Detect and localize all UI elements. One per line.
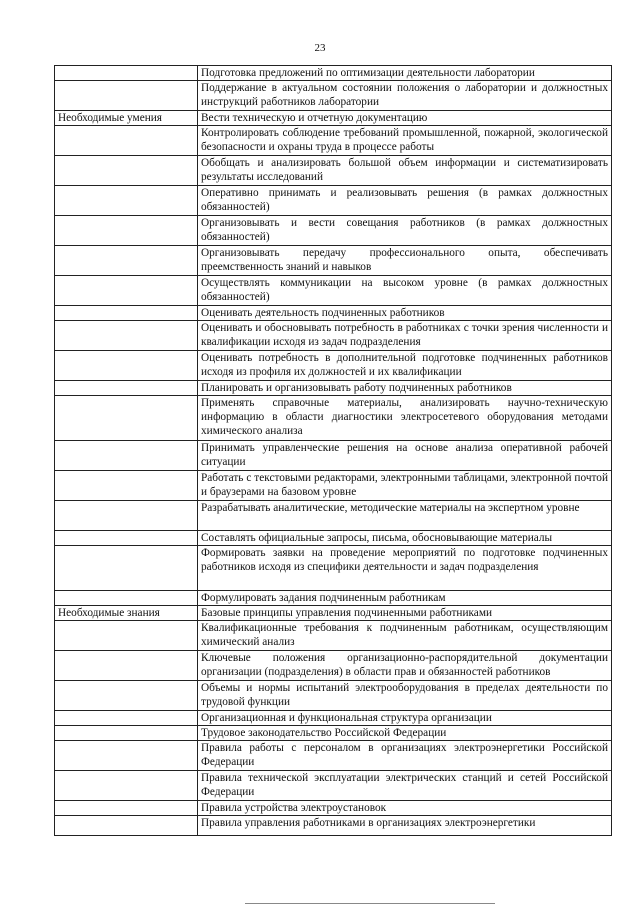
- requirement-text-cell: Обобщать и анализировать большой объем информации и систематизировать результаты исследований: [198, 156, 612, 186]
- table-row: [55, 111, 612, 126]
- table-row: [55, 771, 612, 801]
- requirement-category-cell: [55, 741, 198, 771]
- table-row: [55, 441, 612, 471]
- requirement-text-cell: Правила работы с персоналом в организациях электроэнергетики Российской Федерации: [198, 741, 612, 771]
- table-row: [55, 801, 612, 816]
- requirement-category-cell: [55, 156, 198, 186]
- requirement-category-cell: [55, 801, 198, 816]
- table-row: [55, 621, 612, 651]
- requirements-table-body: [55, 66, 612, 836]
- table-row: [55, 471, 612, 501]
- requirement-category-cell: [55, 321, 198, 351]
- table-row: [55, 186, 612, 216]
- requirement-category-cell: [55, 66, 198, 81]
- requirement-text-cell: Организовывать передачу профессионального опыта, обеспечивать преемственность знаний и навыков: [198, 246, 612, 276]
- requirement-category-cell: [55, 441, 198, 471]
- table-row: [55, 126, 612, 156]
- requirement-category-cell: [55, 351, 198, 381]
- requirement-text-cell: Формировать заявки на проведение мероприятий по подготовке подчиненных работников исходя из специфики деятельности и задач подразделения: [198, 546, 612, 591]
- page-number: 23: [314, 42, 326, 54]
- table-row: [55, 246, 612, 276]
- requirement-text-cell: Квалификационные требования к подчиненным работникам, осуществляющим химический анализ: [198, 621, 612, 651]
- requirement-category-cell: [55, 81, 198, 111]
- table-row: [55, 726, 612, 741]
- requirement-text-cell: Организационная и функциональная структура организации: [198, 711, 612, 726]
- requirement-category-cell: [55, 381, 198, 396]
- requirement-text-cell: Составлять официальные запросы, письма, обосновывающие материалы: [198, 531, 612, 546]
- requirement-text-cell: Базовые принципы управления подчиненными работниками: [198, 606, 612, 621]
- requirement-category-cell: Необходимые знания: [55, 606, 198, 621]
- requirement-category-cell: [55, 621, 198, 651]
- requirement-text-cell: Правила устройства электроустановок: [198, 801, 612, 816]
- table-row: [55, 501, 612, 531]
- requirement-text-cell: Планировать и организовывать работу подчиненных работников: [198, 381, 612, 396]
- requirement-category-cell: [55, 216, 198, 246]
- table-row: [55, 396, 612, 441]
- requirement-category-cell: [55, 651, 198, 681]
- table-row: [55, 66, 612, 81]
- requirement-text-cell: Объемы и нормы испытаний электрооборудования в пределах деятельности по трудовой функции: [198, 681, 612, 711]
- table-row: [55, 546, 612, 591]
- table-row: [55, 351, 612, 381]
- table-row: [55, 681, 612, 711]
- table-row: [55, 531, 612, 546]
- table-row: [55, 81, 612, 111]
- requirement-text-cell: Правила управления работниками в организациях электроэнергетики: [198, 816, 612, 836]
- requirement-category-cell: [55, 711, 198, 726]
- requirement-text-cell: Ключевые положения организационно-распорядительной документации организации (подразделения) в области прав и обязанностей работников: [198, 651, 612, 681]
- table-row: [55, 216, 612, 246]
- table-row: [55, 156, 612, 186]
- requirement-text-cell: Оценивать и обосновывать потребность в работниках с точки зрения численности и квалификации исходя из задач подразделения: [198, 321, 612, 351]
- table-row: [55, 591, 612, 606]
- requirement-text-cell: Организовывать и вести совещания работников (в рамках должностных обязанностей): [198, 216, 612, 246]
- table-row: [55, 381, 612, 396]
- requirement-text-cell: Применять справочные материалы, анализировать научно-техническую информацию в области диагностики электросетевого оборудования методами химического анализа: [198, 396, 612, 441]
- table-row: [55, 711, 612, 726]
- requirement-text-cell: Поддержание в актуальном состоянии положения о лаборатории и должностных инструкций работников лаборатории: [198, 81, 612, 111]
- table-row: [55, 306, 612, 321]
- requirement-text-cell: Работать с текстовыми редакторами, электронными таблицами, электронной почтой и браузерами на базовом уровне: [198, 471, 612, 501]
- requirement-category-cell: [55, 126, 198, 156]
- requirement-text-cell: Подготовка предложений по оптимизации деятельности лаборатории: [198, 66, 612, 81]
- requirement-category-cell: [55, 771, 198, 801]
- requirement-text-cell: Трудовое законодательство Российской Федерации: [198, 726, 612, 741]
- requirement-category-cell: [55, 531, 198, 546]
- table-row: [55, 606, 612, 621]
- requirement-category-cell: [55, 186, 198, 216]
- requirement-text-cell: Принимать управленческие решения на основе анализа оперативной рабочей ситуации: [198, 441, 612, 471]
- table-row: [55, 816, 612, 836]
- requirement-category-cell: [55, 396, 198, 441]
- requirement-text-cell: Осуществлять коммуникации на высоком уровне (в рамках должностных обязанностей): [198, 276, 612, 306]
- table-row: [55, 276, 612, 306]
- requirement-category-cell: [55, 501, 198, 531]
- requirement-text-cell: Оценивать потребность в дополнительной подготовке подчиненных работников исходя из профиля их должностей и их квалификации: [198, 351, 612, 381]
- requirements-table: [54, 65, 612, 836]
- requirement-text-cell: Формулировать задания подчиненным работникам: [198, 591, 612, 606]
- requirement-text-cell: Разрабатывать аналитические, методические материалы на экспертном уровне: [198, 501, 612, 531]
- table-row: [55, 321, 612, 351]
- requirement-category-cell: Необходимые умения: [55, 111, 198, 126]
- table-row: [55, 741, 612, 771]
- table-row: [55, 651, 612, 681]
- requirement-category-cell: [55, 546, 198, 591]
- requirement-category-cell: [55, 246, 198, 276]
- requirement-text-cell: Контролировать соблюдение требований промышленной, пожарной, экологической безопасности и охраны труда в процессе работы: [198, 126, 612, 156]
- requirement-text-cell: Оперативно принимать и реализовывать решения (в рамках должностных обязанностей): [198, 186, 612, 216]
- requirement-category-cell: [55, 591, 198, 606]
- page-edge-line: [245, 903, 495, 904]
- requirement-category-cell: [55, 681, 198, 711]
- requirement-text-cell: Оценивать деятельность подчиненных работников: [198, 306, 612, 321]
- requirement-category-cell: [55, 306, 198, 321]
- requirement-text-cell: Вести техническую и отчетную документацию: [198, 111, 612, 126]
- requirement-category-cell: [55, 726, 198, 741]
- requirement-category-cell: [55, 816, 198, 836]
- requirement-text-cell: Правила технической эксплуатации электрических станций и сетей Российской Федерации: [198, 771, 612, 801]
- requirement-category-cell: [55, 471, 198, 501]
- requirement-category-cell: [55, 276, 198, 306]
